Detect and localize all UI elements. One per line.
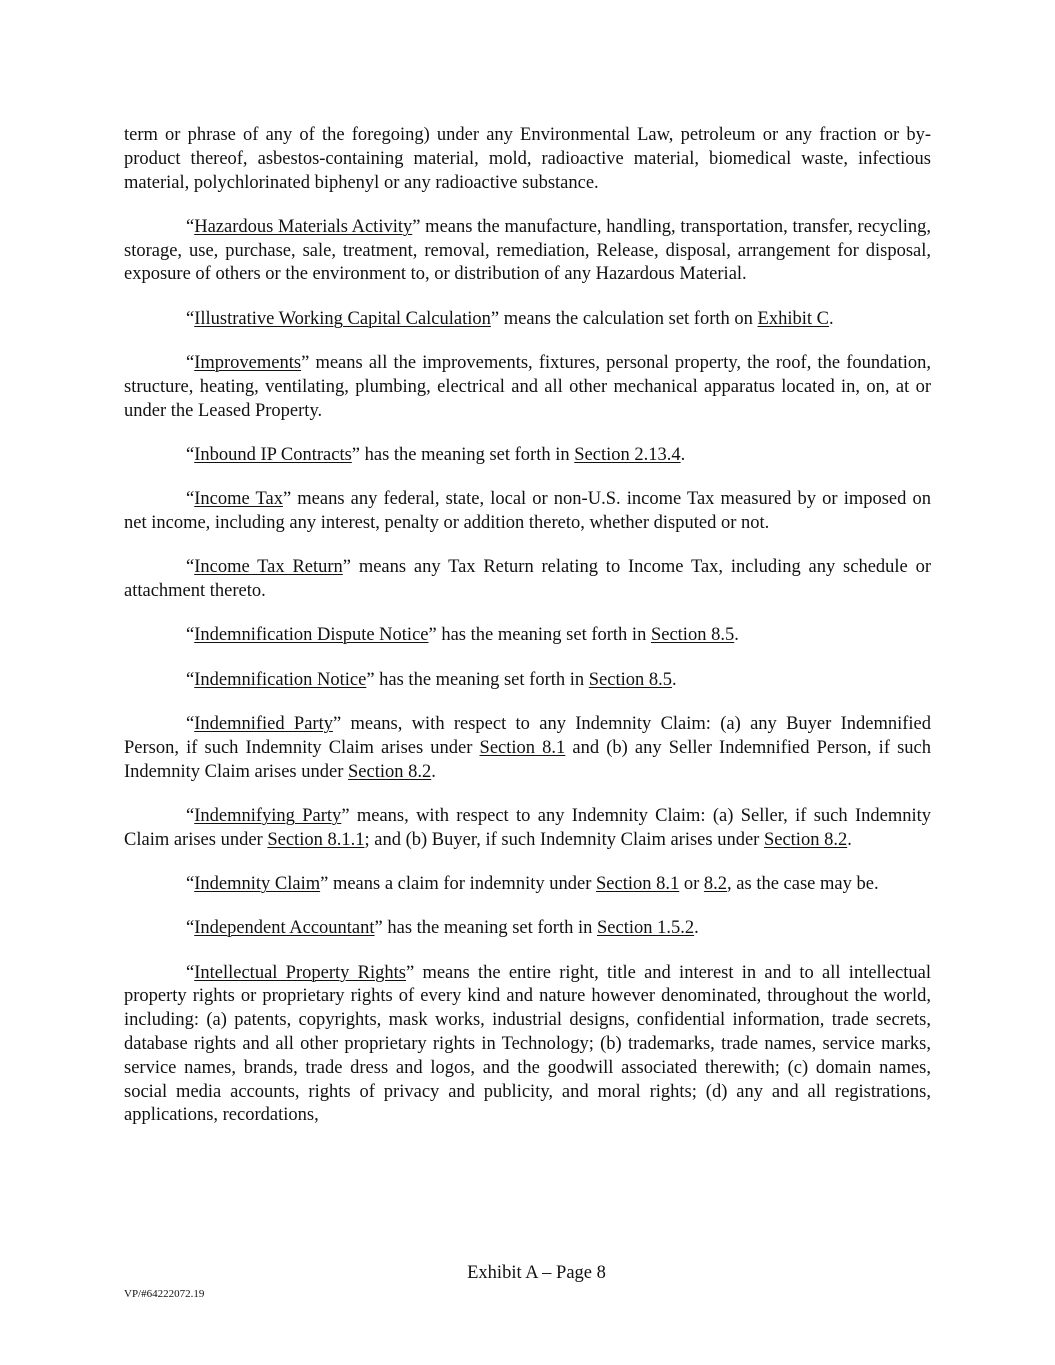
definition-paragraph (124, 556, 931, 604)
section-reference-link[interactable]: Section 8.2 (763, 829, 848, 850)
paragraph-text: . (680, 444, 686, 465)
definition-paragraph (124, 873, 931, 897)
paragraph-text: “ (186, 489, 195, 510)
defined-term: Independent Accountant (194, 918, 375, 939)
defined-term: Indemnifying Party (194, 805, 342, 826)
paragraph-text: ” has the meaning set forth in (366, 669, 589, 690)
paragraph-text: “ (186, 308, 195, 329)
defined-term: Income Tax (194, 489, 283, 510)
paragraph-text: . (672, 669, 677, 690)
definition-paragraph (124, 308, 931, 332)
defined-term: Indemnification Dispute Notice (194, 625, 429, 646)
paragraph-text: “ (186, 874, 195, 895)
paragraph-text: “ (186, 353, 195, 374)
paragraph-text: . (828, 308, 834, 329)
paragraph-text: . (694, 918, 699, 939)
defined-term: Income Tax Return (194, 557, 343, 578)
definition-paragraph (124, 624, 931, 648)
paragraph-text: ” has the meaning set forth in (428, 625, 651, 646)
definition-paragraph (124, 669, 931, 693)
defined-term: Improvements (194, 353, 302, 374)
paragraph-text: ” means the entire right, title and interest in and to all intellectual property rights or proprietary rights of every kind and nature however denominated, throughout the world, including: (a) patents, copyrights, mask works, industrial designs, confidential information, trade secrets, database rights and all other proprietary rights in Technology; (b) trademarks, trade names, service marks, service names, brands, trade dress and logos, and the goodwill associated therewith; (c) domain names, social media accounts, rights of privacy and publicity, and moral rights; (d) any and all registrations, applications, recordations, (124, 962, 931, 1126)
paragraph-text: and (b) any Seller Indemnified Person, if such Indemnity Claim arises under (124, 737, 932, 782)
definition-paragraph (124, 124, 931, 195)
paragraph-text: “ (186, 557, 195, 578)
defined-term: Indemnity Claim (194, 874, 321, 895)
paragraph-text: ” means any federal, state, local or non-U.S. income Tax measured by or imposed on net income, including any interest, penalty or addition thereto, whether disputed or not. (124, 489, 931, 534)
paragraph-text: or (679, 874, 704, 895)
paragraph-text: ” means a claim for indemnity under (320, 874, 596, 895)
document-body (124, 124, 931, 1149)
definition-paragraph (124, 805, 931, 853)
definition-paragraph (124, 917, 931, 941)
defined-term: Hazardous Materials Activity (194, 216, 413, 237)
section-reference-link[interactable]: Section 8.2 (348, 761, 432, 782)
defined-term: Indemnified Party (194, 714, 333, 735)
paragraph-text: ” means all the improvements, fixtures, personal property, the roof, the foundation, structure, heating, ventilating, plumbing, electrical and all other mechanical apparatus located in, on, at or under the Leased Property. (124, 353, 931, 421)
paragraph-text: “ (186, 962, 195, 983)
definition-paragraph (124, 352, 931, 423)
section-reference-link[interactable]: Section 2.13.4 (574, 444, 681, 465)
definition-paragraph (124, 713, 931, 784)
section-reference-link[interactable]: Section 8.1.1 (267, 829, 365, 850)
document-id: VP/#64222072.19 (124, 1288, 205, 1300)
definition-paragraph (124, 444, 931, 468)
paragraph-text: term or phrase of any of the foregoing) under any Environmental Law, petroleum or any fraction or by-product thereof, asbestos-containing material, mold, radioactive material, biomedical waste, infectious material, polychlorinated biphenyl or any radioactive substance. (124, 125, 931, 193)
definition-paragraph (124, 488, 931, 536)
paragraph-text: . (431, 761, 436, 782)
paragraph-text: “ (186, 714, 195, 735)
section-reference-link[interactable]: Exhibit C (757, 308, 829, 329)
page-footer-label: Exhibit A – Page 8 (467, 1263, 606, 1283)
paragraph-text: ” means the calculation set forth on (490, 308, 758, 329)
paragraph-text: “ (186, 216, 195, 237)
paragraph-text: “ (186, 625, 195, 646)
paragraph-text: ” means, with respect to any Indemnity Claim: (a) Seller, if such Indemnity Claim arises under (124, 805, 931, 850)
paragraph-text: ; and (b) Buyer, if such Indemnity Claim arises under (364, 829, 764, 850)
defined-term: Indemnification Notice (194, 669, 367, 690)
section-reference-link[interactable]: Section 8.5 (650, 625, 735, 646)
paragraph-text: , as the case may be. (727, 874, 879, 895)
paragraph-text: “ (186, 805, 195, 826)
paragraph-text: “ (186, 918, 195, 939)
defined-term: Inbound IP Contracts (194, 444, 352, 465)
defined-term: Illustrative Working Capital Calculation (194, 308, 491, 329)
paragraph-text: ” has the meaning set forth in (351, 444, 575, 465)
paragraph-text: . (847, 829, 852, 850)
paragraph-text: ” means the manufacture, handling, transportation, transfer, recycling, storage, use, purchase, sale, treatment, removal, remediation, Release, disposal, arrangement for disposal, exposure of others or the environment to, or distribution of any Hazardous Material. (124, 216, 932, 285)
defined-term: Intellectual Property Rights (194, 962, 406, 983)
definition-paragraph (124, 962, 931, 1129)
paragraph-text: “ (186, 669, 195, 690)
section-reference-link[interactable]: Section 8.1 (595, 874, 680, 895)
paragraph-text: ” means, with respect to any Indemnity Claim: (a) any Buyer Indemnified Person, if such Indemnity Claim arises under (124, 714, 931, 758)
section-reference-link[interactable]: 8.2 (703, 874, 728, 895)
section-reference-link[interactable]: Section 8.5 (588, 669, 673, 690)
paragraph-text: ” means any Tax Return relating to Income Tax, including any schedule or attachment thereto. (124, 557, 931, 602)
section-reference-link[interactable]: Section 8.1 (479, 737, 566, 758)
definition-paragraph (124, 216, 931, 287)
section-reference-link[interactable]: Section 1.5.2 (596, 918, 695, 939)
paragraph-text: . (734, 625, 739, 646)
paragraph-text: ” has the meaning set forth in (374, 918, 597, 939)
paragraph-text: “ (186, 444, 195, 465)
